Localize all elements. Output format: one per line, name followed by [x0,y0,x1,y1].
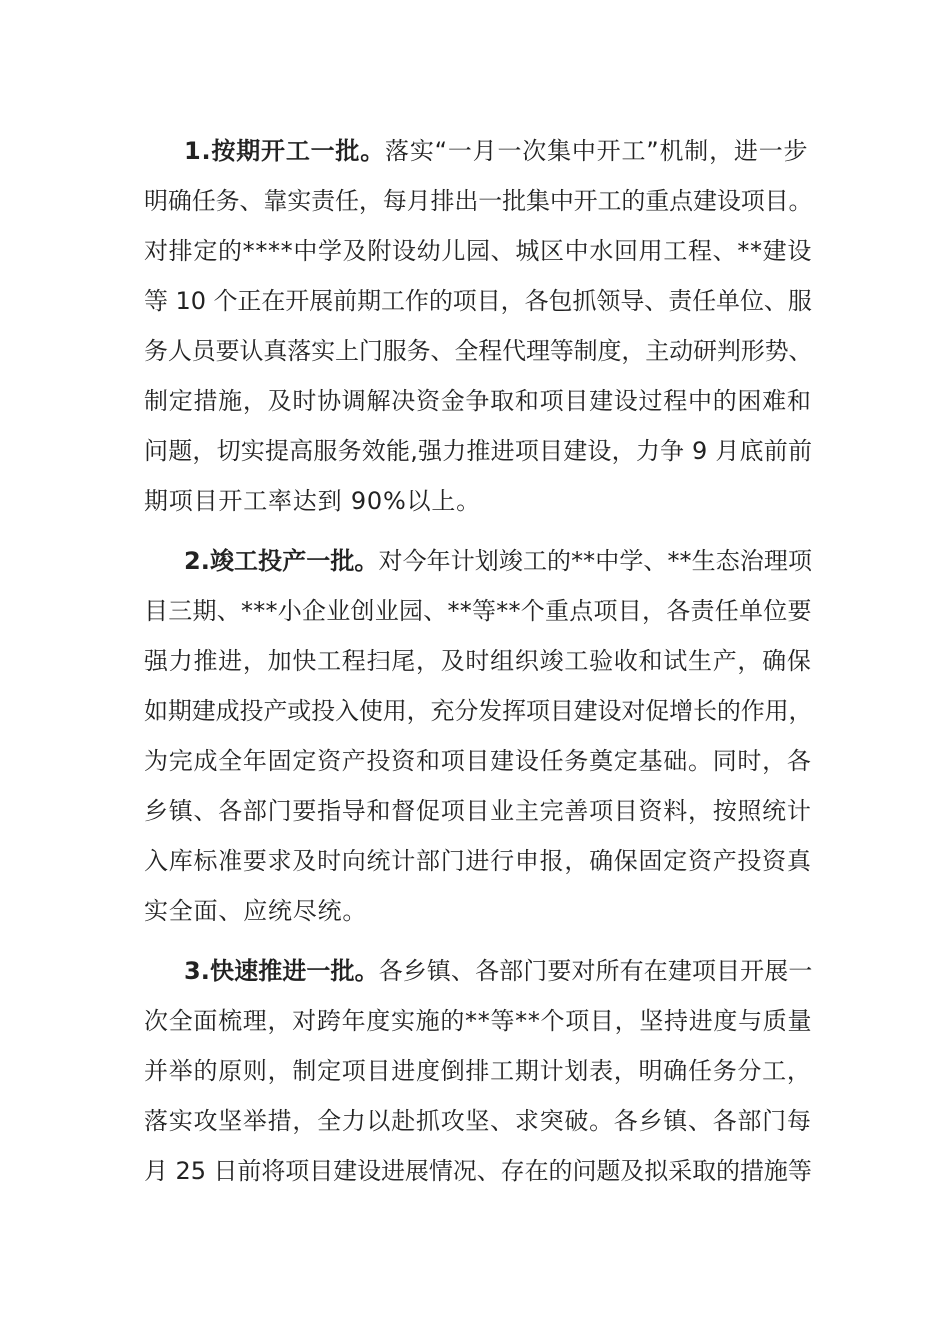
paragraph-2-first-line [184,546,812,576]
paragraph-1-first-line [184,136,808,166]
paragraph-1-heading: 1.按期开工一批。 [184,137,386,165]
paragraph-2-line-2: 目三期、***小企业创业园、**等**个重点项目，各责任单位要 [144,597,812,625]
paragraph-2-line-7: 入库标准要求及时向统计部门进行申报，确保固定资产投资真 [144,847,812,875]
paragraph-2-line-3: 强力推进，加快工程扫尾，及时组织竣工验收和试生产，确保 [144,647,812,675]
paragraph-1-line-2: 明确任务、靠实责任，每月排出一批集中开工的重点建设项目。 [144,187,813,215]
paragraph-2-line-8: 实全面、应统尽统。 [144,897,368,925]
paragraph-3-line-4: 落实攻坚举措，全力以赴抓攻坚、求突破。各乡镇、各部门每 [144,1107,812,1135]
paragraph-3-first-line [184,956,812,986]
paragraph-2-line-1: 对今年计划竣工的**中学、**生态治理项 [378,547,813,575]
paragraph-1-line-8: 期项目开工率达到 90%以上。 [144,487,481,515]
paragraph-2-line-4: 如期建成投产或投入使用，充分发挥项目建设对促增长的作用， [144,697,813,725]
paragraph-1-line-4: 等 10 个正在开展前期工作的项目，各包抓领导、责任单位、服 [144,287,812,315]
paragraph-2-line-5: 为完成全年固定资产投资和项目建设任务奠定基础。同时，各 [144,747,812,775]
paragraph-3-heading: 3.快速推进一批。 [184,957,379,985]
paragraph-3-line-5: 月 25 日前将项目建设进展情况、存在的问题及拟采取的措施等 [144,1157,812,1185]
paragraph-1-line-6: 制定措施，及时协调解决资金争取和项目建设过程中的困难和 [144,387,812,415]
paragraph-3-line-2: 次全面梳理，对跨年度实施的**等**个项目，坚持进度与质量 [144,1007,813,1035]
paragraph-2-line-6: 乡镇、各部门要指导和督促项目业主完善项目资料，按照统计 [144,797,812,825]
paragraph-1-line-1: 落实“一月一次集中开工”机制，进一步 [385,137,809,165]
paragraph-2-heading: 2.竣工投产一批。 [184,547,379,575]
paragraph-1-line-5: 务人员要认真落实上门服务、全程代理等制度，主动研判形势、 [144,337,813,365]
paragraph-1-line-3: 对排定的****中学及附设幼儿园、城区中水回用工程、**建设 [144,237,812,265]
paragraph-1-line-7: 问题，切实提高服务效能,强力推进项目建设，力争 9 月底前前 [144,437,813,465]
paragraph-3-line-1: 各乡镇、各部门要对所有在建项目开展一 [378,957,813,985]
paragraph-3-line-3: 并举的原则，制定项目进度倒排工期计划表，明确任务分工， [144,1057,812,1085]
